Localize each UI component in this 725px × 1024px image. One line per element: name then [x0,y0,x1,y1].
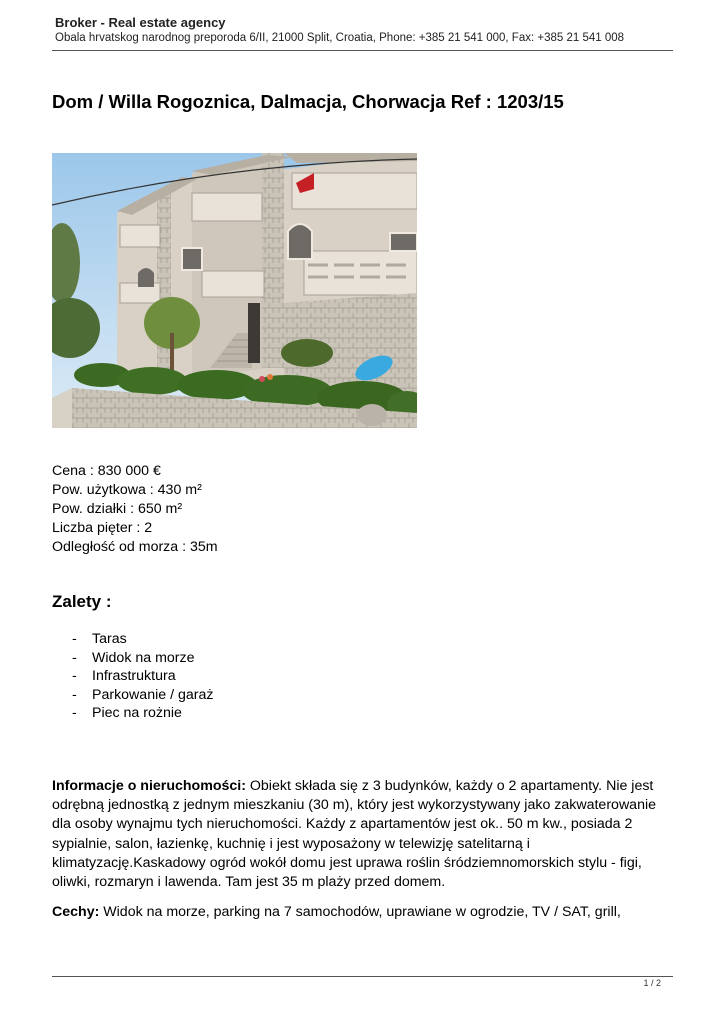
spec-living-area: Pow. użytkowa : 430 m² [52,482,202,498]
features-text: Widok na morze, parking na 7 samochodów, uprawiane w ogrodzie, TV / SAT, grill, [99,904,621,920]
description-label: Informacje o nieruchomości: [52,778,246,794]
list-item: - Parkowanie / garaż [72,686,214,703]
advantages-heading: Zalety : [52,592,112,611]
property-specs [52,462,218,557]
features-label: Cechy: [52,904,100,920]
listing-title: Dom / Willa Rogoznica, Dalmacja, Chorwacja Ref : 1203/15 [52,91,564,112]
property-description [52,777,672,892]
list-item: - Taras [72,631,127,647]
spec-sea-distance: Odległość od morza : 35m [52,539,218,555]
page-header [55,14,673,46]
spec-plot-area: Pow. działki : 650 m² [52,501,183,517]
property-photo [52,153,417,428]
property-features [52,903,672,922]
advantages-list [52,630,213,723]
agency-name: Broker - Real estate agency [55,15,226,30]
list-item: - Widok na morze [72,649,195,666]
spec-floors: Liczba pięter : 2 [52,520,153,536]
agency-address: Obala hrvatskog narodnog preporoda 6/II, 21000 Split, Croatia, Phone: +385 21 541 000, Fax: +385 21 541 008 [55,32,625,44]
header-divider [52,50,673,51]
spec-price: Cena : 830 000 € [52,463,161,479]
description-text: Obiekt składa się z 3 budynków, każdy o 2 apartamenty. Nie jest odrębną jednostką z jednym mieszkaniu (30 m), który jest wykorzystywany jako zakwaterowanie dla osoby wynajmu tych nieruchomości. Każdy z apartamentów jest ok.. 50 m kw., posiada 2 sypialnie, salon, łazienkę, kuchnię i jest wyposażony w telewizję satelitarną i klimatyzację.Kaskadowy ogród wokół domu jest uprawa roślin śródziemnomorskich stylu - figi, oliwki, rozmaryn i lawenda. Tam jest 35 m plaży przed domem. [52,778,657,891]
footer-divider [52,976,673,977]
list-item: - Infrastruktura [72,668,176,684]
list-item: - Piec na rożnie [72,705,182,721]
page-number: 1 / 2 [643,978,661,988]
